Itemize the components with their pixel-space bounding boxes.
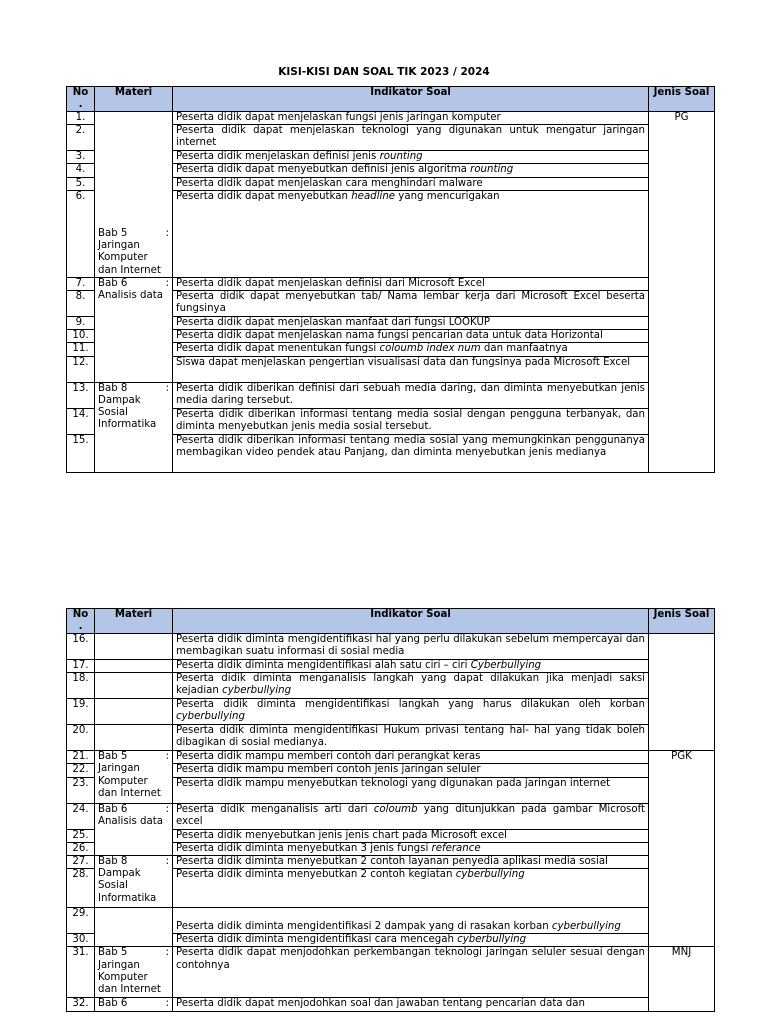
- indikator-text: Peserta didik diminta mengidentifikasi 2 dampak yang di rasakan korban: [176, 921, 549, 933]
- materi-cell: [95, 673, 173, 699]
- indikator-text: Peserta didik dapat menyebutkan: [176, 190, 348, 202]
- materi-name: Dampak Sosial Informatika: [98, 394, 157, 431]
- indikator-text: Peserta didik diberikan definisi dari sebuah media daring, dan diminta menyebutkan jenis media daring tersebut.: [176, 382, 645, 406]
- bab-separator: :: [165, 998, 169, 1010]
- kisi-table-1: [66, 86, 715, 473]
- row-number: 16.: [67, 634, 95, 660]
- indikator-text-after: yang ditunjukkan pada gambar Microsoft excel: [176, 803, 645, 827]
- indikator-text: Peserta didik dapat menjelaskan fungsi jenis jaringan komputer: [176, 112, 501, 123]
- indikator-cell: [173, 291, 649, 317]
- row-number: 4.: [67, 164, 95, 177]
- bab-label: Bab 5: [98, 947, 128, 959]
- table-row: [67, 998, 715, 1011]
- row-number: 20.: [67, 725, 95, 751]
- materi-bab: [98, 228, 169, 240]
- table-row: [67, 908, 715, 934]
- indikator-cell: [173, 947, 649, 998]
- indikator-text-after: dan manfaatnya: [483, 343, 568, 355]
- row-number: 11.: [67, 343, 95, 356]
- table-row: [67, 277, 715, 290]
- bab-separator: :: [165, 228, 169, 239]
- header-indikator: Indikator Soal: [173, 609, 649, 634]
- indikator-text: Peserta didik diminta menyebutkan 2 contoh kegiatan: [176, 869, 453, 881]
- indikator-cell: [173, 125, 649, 151]
- table-row: [67, 673, 715, 699]
- header-no: No .: [67, 87, 95, 112]
- row-number: 31.: [67, 947, 95, 998]
- header-row: [67, 609, 715, 634]
- indikator-cell: [173, 164, 649, 177]
- row-number: 2.: [67, 125, 95, 151]
- materi-cell: [95, 699, 173, 725]
- page-title: KISI-KISI DAN SOAL TIK 2023 / 2024: [278, 66, 490, 78]
- header-indikator: Indikator Soal: [173, 87, 649, 112]
- indikator-text: Peserta didik dapat menyebutkan definisi jenis algoritma: [176, 164, 467, 176]
- bab-separator: :: [165, 751, 169, 763]
- indikator-cell: [173, 277, 649, 290]
- indikator-text: Peserta didik dapat menentukan fungsi: [176, 343, 377, 355]
- indikator-cell: [173, 382, 649, 408]
- materi-name: Analisis data: [98, 815, 163, 827]
- bab-label: Bab 6: [98, 277, 128, 289]
- indikator-cell: [173, 699, 649, 725]
- indikator-cell: [173, 803, 649, 829]
- materi-cell: [95, 277, 173, 382]
- indikator-cell: [173, 725, 649, 751]
- indikator-cell: [173, 177, 649, 190]
- indikator-cell: [173, 434, 649, 472]
- indikator-text: Peserta didik diberikan informasi tentang media sosial yang memungkinkan penggunanya membagikan video pendek atau Panjang, dan diminta menyebutkan jenis medianya: [176, 434, 645, 458]
- header-jenis: Jenis Soal: [649, 609, 715, 634]
- indikator-text: Peserta didik diminta menyebutkan 2 contoh layanan penyedia aplikasi media sosial: [176, 856, 608, 868]
- bab-separator: :: [165, 803, 169, 815]
- indikator-text: Peserta didik diberikan informasi tentang media sosial dengan pengguna terbanyak, dan diminta menyebutkan jenis media sosial tersebut.: [176, 408, 645, 432]
- row-number: 5.: [67, 177, 95, 190]
- indikator-text: Siswa dapat menjelaskan pengertian visualisasi data dan fungsinya pada Microsoft Excel: [176, 356, 631, 368]
- indikator-italic: headline: [351, 190, 396, 202]
- row-number: 3.: [67, 151, 95, 164]
- indikator-text: Peserta didik diminta mengidentifikasi langkah yang harus dilakukan oleh korban: [176, 699, 645, 711]
- row-number: 22.: [67, 764, 95, 777]
- table-row: [67, 947, 715, 998]
- materi-cell: [95, 725, 173, 751]
- bab-separator: :: [165, 277, 169, 289]
- row-number: 26.: [67, 842, 95, 855]
- materi-cell: [95, 751, 173, 803]
- bab-separator: :: [165, 856, 169, 868]
- row-number: 27.: [67, 856, 95, 869]
- jenis-cell: PGK: [649, 751, 715, 947]
- indikator-cell: [173, 660, 649, 673]
- header-no: No .: [67, 609, 95, 634]
- materi-cell: [95, 803, 173, 855]
- indikator-text: Peserta didik mampu memberi contoh dari perangkat keras: [176, 751, 481, 763]
- row-number: 24.: [67, 803, 95, 829]
- indikator-cell: [173, 869, 649, 908]
- indikator-italic: cyberbullying: [457, 934, 527, 946]
- materi-cell: [95, 856, 173, 908]
- row-number: 15.: [67, 434, 95, 472]
- indikator-cell: [173, 673, 649, 699]
- row-number: 21.: [67, 751, 95, 764]
- row-number: 10.: [67, 330, 95, 343]
- indikator-cell: [173, 908, 649, 934]
- indikator-italic: Cyberbullying: [470, 660, 542, 671]
- indikator-text: Peserta didik diminta menganalisis langkah yang dapat dilakukan jika menjadi saksi kejadian: [176, 673, 645, 697]
- materi-name: Dampak Sosial Informatika: [98, 868, 157, 904]
- row-number: 30.: [67, 934, 95, 947]
- materi-cell: [95, 947, 173, 998]
- materi-name: Jaringan Komputer dan Internet: [98, 763, 161, 799]
- indikator-text: Peserta didik dapat menjelaskan manfaat dari fungsi LOOKUP: [176, 317, 491, 329]
- row-number: 12.: [67, 356, 95, 382]
- materi-bab: [98, 804, 169, 816]
- indikator-cell: [173, 856, 649, 869]
- indikator-text: Peserta didik mampu memberi contoh jenis jaringan seluler: [176, 764, 481, 776]
- materi-cell: [95, 634, 173, 660]
- row-number: 25.: [67, 829, 95, 842]
- row-number: 32.: [67, 998, 95, 1011]
- kisi-table-2: [66, 608, 715, 1012]
- materi-bab: [98, 751, 169, 763]
- indikator-text: Peserta didik mampu menyebutkan teknologi yang digunakan pada jaringan internet: [176, 777, 611, 789]
- bab-label: Bab 8: [98, 382, 128, 394]
- table-row: [67, 751, 715, 764]
- bab-label: Bab 8: [98, 856, 128, 868]
- indikator-italic: referance: [431, 842, 481, 854]
- indikator-text: Peserta didik dapat menjodohkan perkembangan teknologi jaringan seluler sesuai dengan contohnya: [176, 947, 645, 971]
- row-number: 8.: [67, 291, 95, 317]
- indikator-text: Peserta didik dapat menjelaskan definisi dari Microsoft Excel: [176, 277, 485, 289]
- indikator-cell: [173, 343, 649, 356]
- indikator-text: Peserta didik menganalisis arti dari: [176, 803, 368, 815]
- header-row: [67, 87, 715, 112]
- row-number: 28.: [67, 869, 95, 908]
- jenis-cell: [649, 634, 715, 751]
- indikator-italic: rounting: [470, 164, 514, 176]
- indikator-text-after: yang mencurigakan: [398, 190, 500, 202]
- header-materi: Materi: [95, 609, 173, 634]
- row-number: 13.: [67, 382, 95, 408]
- indikator-text: Peserta didik diminta mengidentifikasi alah satu ciri – ciri: [176, 660, 468, 671]
- bab-label: Bab 5: [98, 228, 128, 239]
- indikator-cell: [173, 330, 649, 343]
- row-number: 23.: [67, 777, 95, 803]
- indikator-italic: coloumb index num: [379, 343, 481, 355]
- indikator-italic: cyberbullying: [551, 921, 621, 933]
- indikator-cell: [173, 764, 649, 777]
- materi-bab: [98, 947, 169, 959]
- indikator-cell: [173, 751, 649, 764]
- indikator-text: Peserta didik dapat menjelaskan teknologi yang digunakan untuk mengatur jaringan internet: [176, 125, 645, 149]
- bab-label: Bab 6: [98, 998, 128, 1010]
- jenis-cell: PG: [649, 112, 715, 473]
- indikator-text: Peserta didik diminta mengidentifikasi Hukum privasi tentang hal- hal yang tidak boleh dibagikan di sosial medianya.: [176, 725, 645, 749]
- table-row: [67, 856, 715, 869]
- indikator-text: Peserta didik diminta mengidentifikasi cara mencegah: [176, 934, 454, 946]
- table-row: [67, 803, 715, 829]
- indikator-text: Peserta didik dapat menjelaskan cara menghindari malware: [176, 177, 483, 189]
- indikator-text: Peserta didik menjelaskan definisi jenis: [176, 151, 377, 163]
- row-number: 7.: [67, 277, 95, 290]
- row-number: 14.: [67, 408, 95, 434]
- indikator-text: Peserta didik diminta menyebutkan 3 jenis fungsi: [176, 842, 429, 854]
- indikator-italic: cyberbullying: [176, 711, 245, 723]
- indikator-italic: coloumb: [373, 803, 418, 815]
- indikator-cell: [173, 634, 649, 660]
- indikator-cell: [173, 829, 649, 842]
- header-materi: Materi: [95, 87, 173, 112]
- row-number: 1.: [67, 112, 95, 125]
- materi-name: Jaringan Komputer dan Internet: [98, 959, 161, 996]
- indikator-cell: [173, 151, 649, 164]
- indikator-cell: [173, 408, 649, 434]
- indikator-cell: [173, 998, 649, 1011]
- row-number: 18.: [67, 673, 95, 699]
- bab-label: Bab 5: [98, 751, 128, 763]
- row-number: 19.: [67, 699, 95, 725]
- materi-cell: [95, 382, 173, 472]
- indikator-text: Peserta didik dapat menjodohkan soal dan jawaban tentang pencarian data dan: [176, 998, 585, 1010]
- indikator-text: Peserta didik diminta mengidentifikasi hal yang perlu dilakukan sebelum mempercayai dan membagikan suatu informasi di sosial media: [176, 634, 645, 658]
- indikator-italic: cyberbullying: [222, 685, 292, 697]
- indikator-text: Peserta didik dapat menyebutkan tab/ Nama lembar kerja dari Microsoft Excel beserta fungsinya: [176, 291, 645, 315]
- row-number: 9.: [67, 317, 95, 330]
- materi-cell: [95, 998, 173, 1011]
- indikator-italic: cyberbullying: [455, 869, 525, 881]
- indikator-text: Peserta didik dapat menjelaskan nama fungsi pencarian data untuk data Horizontal: [176, 330, 603, 342]
- materi-bab: [98, 998, 169, 1010]
- row-number: 17.: [67, 660, 95, 673]
- materi-cell: [95, 908, 173, 947]
- row-number: 29.: [67, 908, 95, 934]
- materi-bab: [98, 856, 169, 868]
- table-row: [67, 660, 715, 673]
- indikator-cell: [173, 934, 649, 947]
- table-row: [67, 634, 715, 660]
- indikator-cell: [173, 842, 649, 855]
- table-row: [67, 382, 715, 408]
- indikator-cell: [173, 317, 649, 330]
- row-number: 6.: [67, 190, 95, 277]
- indikator-cell: [173, 112, 649, 125]
- table-row: [67, 112, 715, 125]
- materi-bab: [98, 383, 169, 395]
- materi-name: Analisis data: [98, 290, 163, 302]
- bab-label: Bab 6: [98, 803, 128, 815]
- header-jenis: Jenis Soal: [649, 87, 715, 112]
- indikator-italic: rounting: [379, 151, 423, 163]
- materi-cell: [95, 660, 173, 673]
- indikator-cell: [173, 777, 649, 803]
- table-row: [67, 725, 715, 751]
- indikator-cell: [173, 190, 649, 277]
- jenis-cell: MNJ: [649, 947, 715, 1011]
- indikator-cell: [173, 356, 649, 382]
- materi-bab: [98, 278, 169, 290]
- materi-cell: [95, 112, 173, 278]
- materi-name: Jaringan Komputer dan Internet: [98, 240, 161, 276]
- bab-separator: :: [165, 382, 169, 394]
- table-row: [67, 699, 715, 725]
- indikator-text: Peserta didik menyebutkan jenis jenis chart pada Microsoft excel: [176, 829, 508, 841]
- bab-separator: :: [165, 947, 169, 959]
